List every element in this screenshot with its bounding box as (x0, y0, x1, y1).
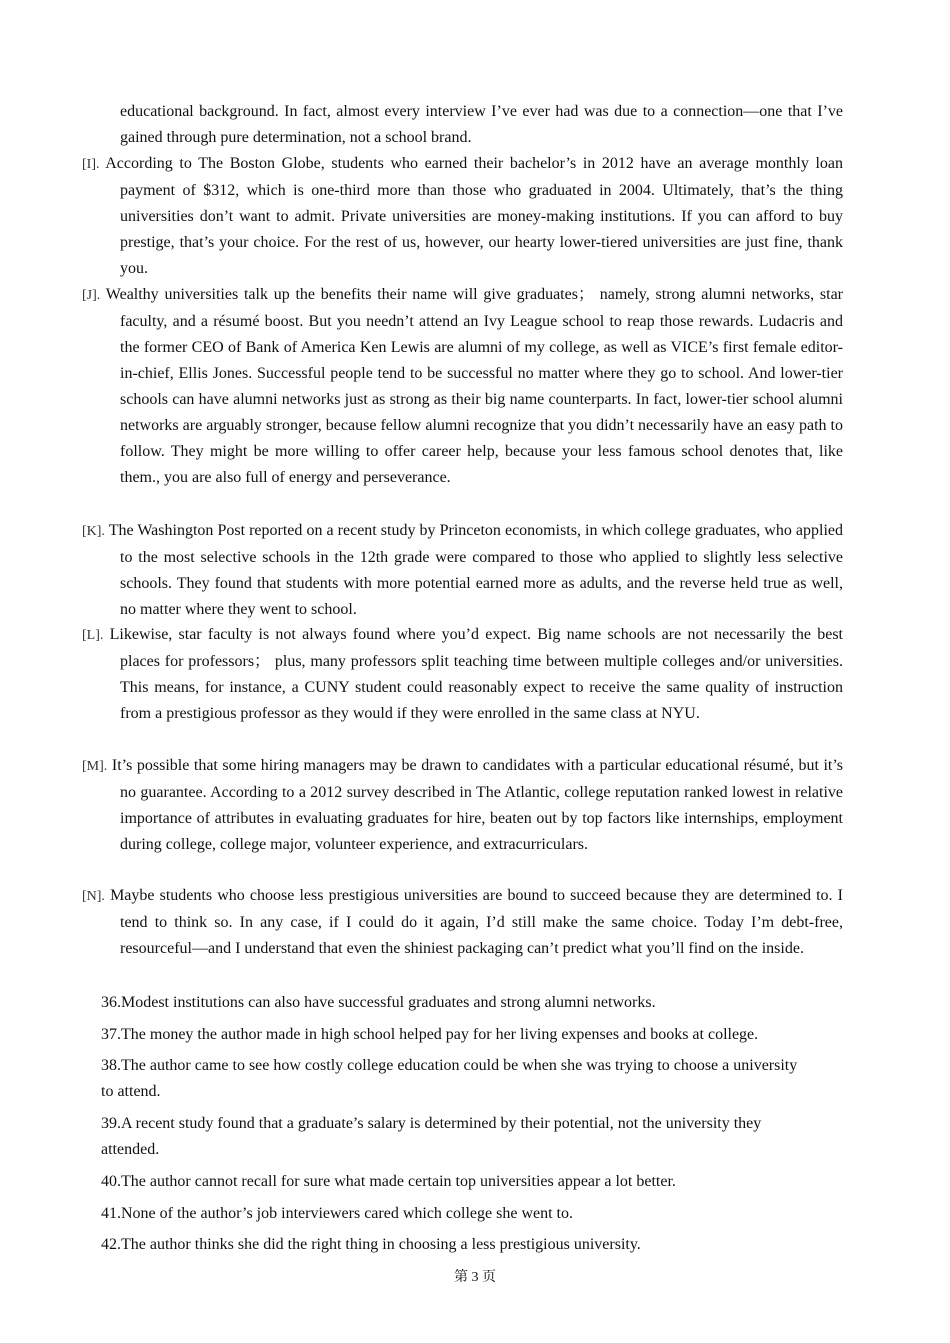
paragraph-label: [I]. (82, 157, 100, 172)
paragraph-l (82, 622, 843, 727)
paragraph-text: Maybe students who choose less prestigious universities are bound to succeed because they are determined to. I tend to think so. In any case, if I could do it again, I’d still make the same choice. Today I’m debt-free, resourceful—and I understand that even the shiniest packaging can’t predict what you’ll find on the inside. (110, 887, 844, 957)
paragraph-j (82, 282, 843, 491)
page-number: 第 3 页 (454, 1270, 496, 1285)
question-38: 38.The author came to see how costly college education could be when she was trying to choose a university to attend. (101, 1057, 798, 1100)
question-42: 42.The author thinks she did the right thing in choosing a less prestigious university. (101, 1236, 641, 1253)
paragraph-k (82, 518, 843, 623)
paragraph-label: [M]. (82, 759, 108, 774)
continuation-paragraph: educational background. In fact, almost every interview I’ve ever had was due to a connection—one that I’ve gained through pure determination, not a school brand. (120, 103, 843, 146)
paragraph-label: [J]. (82, 288, 101, 303)
question-41: 41.None of the author’s job interviewers cared which college she went to. (101, 1205, 573, 1222)
question-37: 37.The money the author made in high school helped pay for her living expenses and books at college. (101, 1026, 759, 1043)
paragraph-text: According to The Boston Globe, students who earned their bachelor’s in 2012 have an average monthly loan payment of $312, which is one-third more than those who graduated in 2004. Ultimately, that’s the thing universities don’t want to admit. Private universities are money-making institutions. If you can afford to buy prestige, that’s your choice. For the rest of us, however, our hearty lower-tiered universities are just fine, thank you. (105, 155, 843, 277)
question-36: 36.Modest institutions can also have successful graduates and strong alumni networks. (101, 994, 656, 1011)
paragraph-text: The Washington Post reported on a recent study by Princeton economists, in which college graduates, who applied to the most selective schools in the 12th grade were compared to those who applied to slightly less selective schools. They found that students with more potential earned more as adults, and the reverse held true as well, no matter where they went to school. (108, 522, 844, 618)
paragraph-label: [L]. (82, 628, 104, 643)
paragraph-text: Wealthy universities talk up the benefits their name will give graduates； namely, strong alumni networks, star faculty, and a résumé boost. But you needn’t attend an Ivy League school to reap those rewards. Ludacris and the former CEO of Bank of America Ken Lewis are alumni of my college, as well as VICE’s first female editor-in-chief, Ellis Jones. Successful people tend to be successful no matter where they go to school. And lower-tier schools can have alumni networks just as strong as their big name counterparts. In fact, lower-tier school alumni networks are arguably stronger, because fellow alumni recognize that you didn’t necessarily have an easy path to follow. They might be more willing to offer career help, because your less famous school denotes that, like them., you are also full of energy and perseverance. (105, 286, 844, 486)
paragraph-m (82, 753, 843, 858)
paragraph-text: Likewise, star faculty is not always found where you’d expect. Big name schools are not necessarily the best places for professors； plus, many professors split teaching time between multiple colleges and/or universities. This means, for instance, a CUNY student could reasonably expect to receive the same quality of instruction from a prestigious professor as they would if they were enrolled in the same class at NYU. (109, 626, 844, 722)
paragraph-text: It’s possible that some hiring managers may be drawn to candidates with a particular educational résumé, but it’s no guarantee. According to a 2012 survey described in The Atlantic, college reputation ranked lowest in relative importance of attributes in evaluating graduates for hire, beaten out by top factors like internships, employment during college, college major, volunteer experience, and extracurriculars. (111, 757, 844, 853)
paragraph-label: [K]. (82, 524, 105, 539)
paragraph-label: [N]. (82, 889, 105, 904)
paragraph-i (82, 151, 843, 282)
question-39: 39.A recent study found that a graduate’s salary is determined by their potential, not the university they attended. (101, 1115, 762, 1158)
question-40: 40.The author cannot recall for sure what made certain top universities appear a lot better. (101, 1173, 676, 1190)
paragraph-n (82, 883, 843, 962)
